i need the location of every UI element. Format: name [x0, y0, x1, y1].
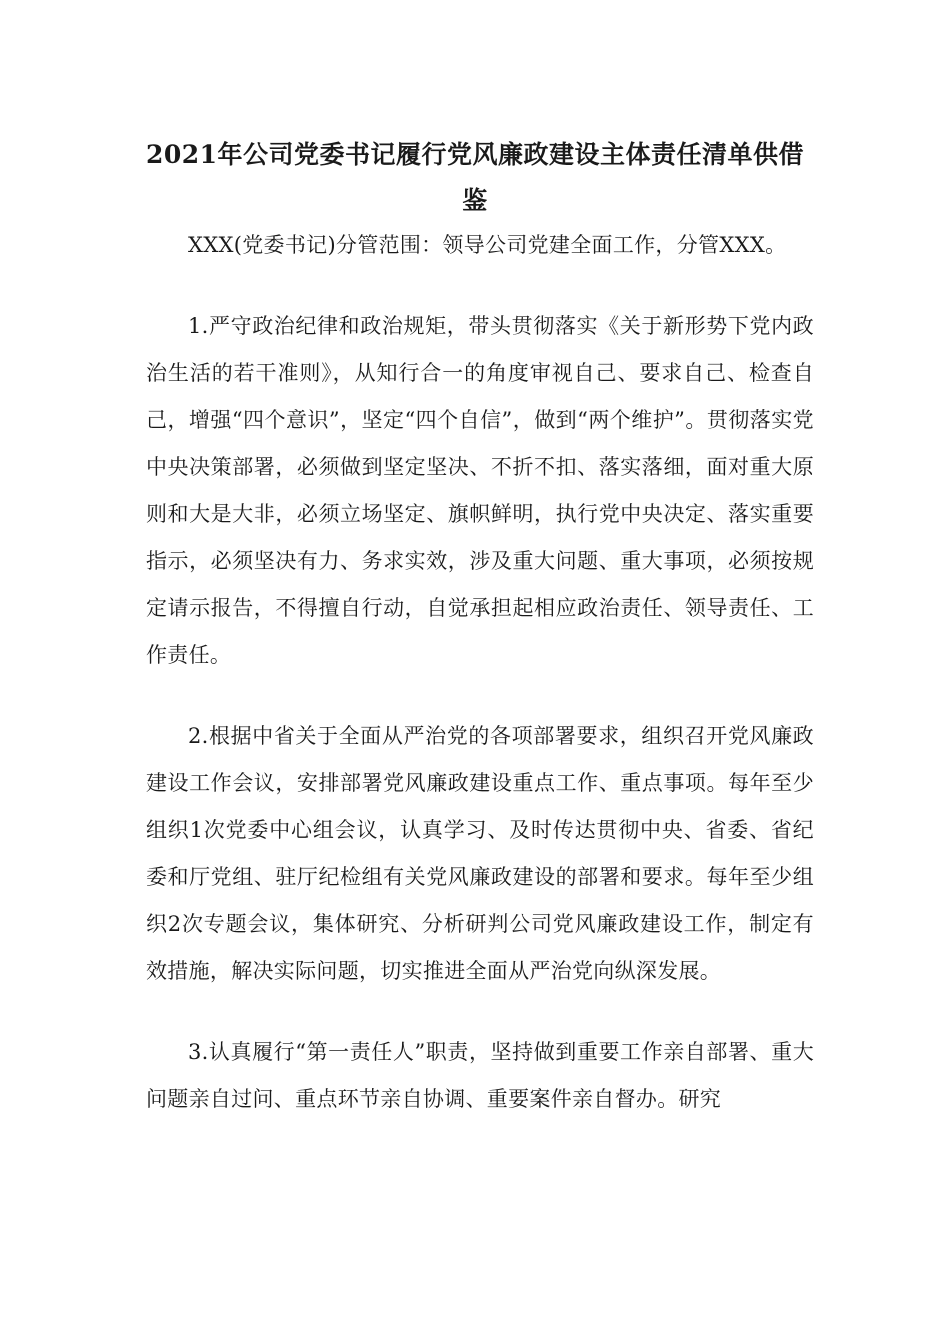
item-3-paragraph: 3.认真履行“第一责任人”职责，坚持做到重要工作亲自部署、重大问题亲自过问、重点环节亲自协调、重要案件亲自督办。研究 — [146, 1040, 814, 1111]
scope-paragraph: XXX(党委书记)分管范围：领导公司党建全面工作，分管XXX。 — [188, 233, 787, 257]
document-title: 2021年公司党委书记履行党风廉政建设主体责任清单供借鉴 — [145, 140, 805, 215]
item-2-paragraph: 2.根据中省关于全面从严治党的各项部署要求，组织召开党风廉政建设工作会议，安排部署党风廉政建设重点工作、重点事项。每年至少组织1次党委中心组会议，认真学习、及时传达贯彻中央、省委、省纪委和厅党组、驻厅纪检组有关党风廉政建设的部署和要求。每年至少组织2次专题会议，集体研究、分析研判公司党风廉政建设工作，制定有效措施，解决实际问题，切实推进全面从严治党向纵深发展。 — [146, 724, 814, 983]
item-1-paragraph: 1.严守政治纪律和政治规矩，带头贯彻落实《关于新形势下党内政治生活的若干准则》，从知行合一的角度审视自己、要求自己、检查自己，增强“四个意识”，坚定“四个自信”，做到“两个维护”。贯彻落实党中央决策部署，必须做到坚定坚决、不折不扣、落实落细，面对重大原则和大是大非，必须立场坚定、旗帜鲜明，执行党中央决定、落实重要指示，必须坚决有力、务求实效，涉及重大问题、重大事项，必须按规定请示报告，不得擅自行动，自觉承担起相应政治责任、领导责任、工作责任。 — [146, 314, 814, 667]
document-body — [146, 222, 814, 1123]
